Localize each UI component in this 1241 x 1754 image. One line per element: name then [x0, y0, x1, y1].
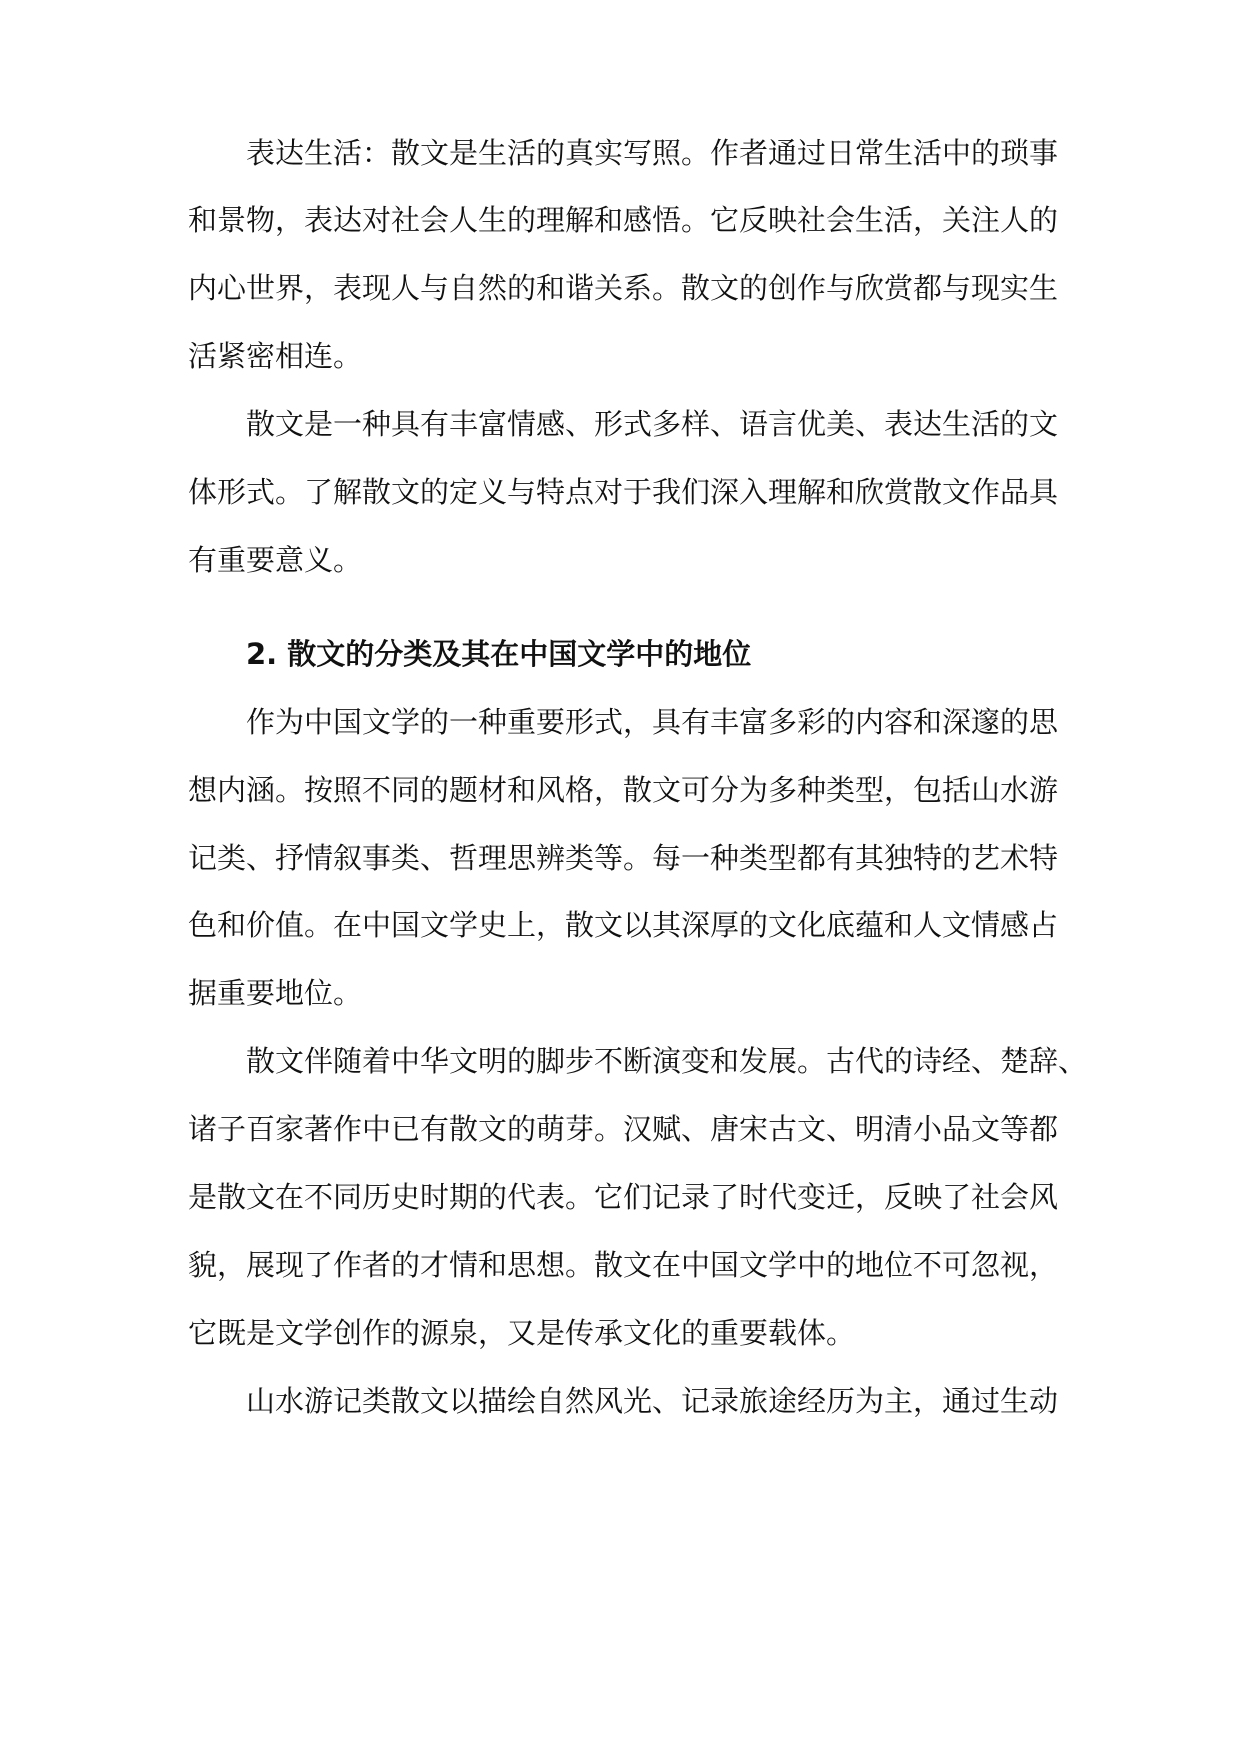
paragraph-line: 色和价值。在中国文学史上，散文以其深厚的文化底蕴和人文情感占: [188, 908, 1059, 942]
paragraph-line: 诸子百家著作中已有散文的萌芽。汉赋、唐宋古文、明清小品文等都: [188, 1112, 1059, 1146]
paragraph-line: 作为中国文学的一种重要形式，具有丰富多彩的内容和深邃的思: [246, 705, 1059, 739]
paragraph-line: 据重要地位。: [188, 976, 363, 1010]
paragraph-line: 有重要意义。: [188, 543, 363, 577]
section-heading: 2. 散文的分类及其在中国文学中的地位: [246, 637, 752, 671]
paragraph-line: 表达生活：散文是生活的真实写照。作者通过日常生活中的琐事: [246, 136, 1059, 170]
paragraph-line: 山水游记类散文以描绘自然风光、记录旅途经历为主，通过生动: [246, 1384, 1059, 1418]
paragraph-line: 和景物，表达对社会人生的理解和感悟。它反映社会生活，关注人的: [188, 203, 1059, 237]
paragraph-line: 它既是文学创作的源泉，又是传承文化的重要载体。: [188, 1316, 856, 1350]
paragraph-line: 活紧密相连。: [188, 339, 363, 373]
paragraph-line: 记类、抒情叙事类、哲理思辨类等。每一种类型都有其独特的艺术特: [188, 841, 1059, 875]
paragraph-line: 想内涵。按照不同的题材和风格，散文可分为多种类型，包括山水游: [188, 773, 1059, 807]
paragraph-line: 内心世界，表现人与自然的和谐关系。散文的创作与欣赏都与现实生: [188, 271, 1059, 305]
paragraph-line: 貌，展现了作者的才情和思想。散文在中国文学中的地位不可忽视，: [188, 1248, 1059, 1282]
paragraph-line: 是散文在不同历史时期的代表。它们记录了时代变迁，反映了社会风: [188, 1180, 1059, 1214]
paragraph-line: 散文是一种具有丰富情感、形式多样、语言优美、表达生活的文: [246, 407, 1059, 441]
paragraph-line: 体形式。了解散文的定义与特点对于我们深入理解和欣赏散文作品具: [188, 475, 1059, 509]
paragraph-line: 散文伴随着中华文明的脚步不断演变和发展。古代的诗经、楚辞、: [246, 1044, 1088, 1078]
